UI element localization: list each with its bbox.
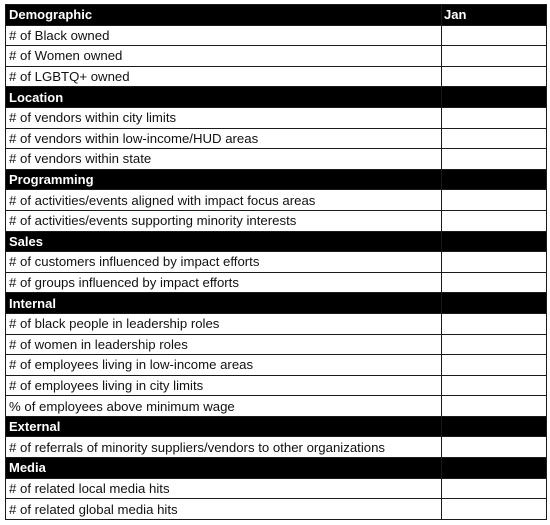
jan-value-cell[interactable] (442, 478, 547, 499)
table-body (6, 5, 547, 520)
jan-value-cell[interactable] (442, 334, 547, 355)
jan-value-cell[interactable] (442, 375, 547, 396)
metric-label-cell: # of related local media hits (6, 478, 442, 499)
metric-label-cell: # of black people in leadership roles (6, 313, 442, 334)
metric-label-cell: % of employees above minimum wage (6, 396, 442, 417)
section-header-blank-cell (442, 416, 547, 437)
impact-metrics-table (5, 4, 547, 520)
section-header-row (6, 231, 547, 252)
section-header-row (6, 87, 547, 108)
section-title: Sales (6, 231, 442, 252)
metric-label-cell: # of LGBTQ+ owned (6, 66, 442, 87)
table-row (6, 334, 547, 355)
metric-label-cell: # of groups influenced by impact efforts (6, 272, 442, 293)
metric-label-cell: # of vendors within state (6, 149, 442, 170)
table-row (6, 25, 547, 46)
table-row (6, 66, 547, 87)
table-row (6, 128, 547, 149)
jan-value-cell[interactable] (442, 25, 547, 46)
jan-value-cell[interactable] (442, 149, 547, 170)
section-header-blank-cell (442, 169, 547, 190)
section-header-row (6, 416, 547, 437)
section-header-row (6, 5, 547, 26)
table-row (6, 396, 547, 417)
table-row (6, 272, 547, 293)
jan-value-cell[interactable] (442, 252, 547, 273)
table-row (6, 499, 547, 520)
metric-label-cell: # of activities/events supporting minority interests (6, 210, 442, 231)
table-row (6, 437, 547, 458)
metric-label-cell: # of related global media hits (6, 499, 442, 520)
metric-label-cell: # of employees living in low-income areas (6, 355, 442, 376)
jan-value-cell[interactable] (442, 107, 547, 128)
table-row (6, 478, 547, 499)
metric-label-cell: # of Black owned (6, 25, 442, 46)
section-header-blank-cell (442, 293, 547, 314)
metric-label-cell: # of referrals of minority suppliers/vendors to other organizations (6, 437, 442, 458)
section-title: Programming (6, 169, 442, 190)
section-header-row (6, 293, 547, 314)
jan-value-cell[interactable] (442, 128, 547, 149)
jan-value-cell[interactable] (442, 499, 547, 520)
section-header-blank-cell (442, 231, 547, 252)
metric-label-cell: # of employees living in city limits (6, 375, 442, 396)
metric-label-cell: # of activities/events aligned with impact focus areas (6, 190, 442, 211)
section-title: External (6, 416, 442, 437)
jan-value-cell[interactable] (442, 313, 547, 334)
month-column-header: Jan (442, 5, 547, 26)
jan-value-cell[interactable] (442, 46, 547, 67)
metrics-sheet (5, 4, 546, 520)
metric-label-cell: # of vendors within low-income/HUD areas (6, 128, 442, 149)
jan-value-cell[interactable] (442, 66, 547, 87)
metric-label-cell: # of women in leadership roles (6, 334, 442, 355)
section-title: Demographic (6, 5, 442, 26)
jan-value-cell[interactable] (442, 272, 547, 293)
jan-value-cell[interactable] (442, 396, 547, 417)
section-header-blank-cell (442, 458, 547, 479)
table-row (6, 107, 547, 128)
table-row (6, 210, 547, 231)
metric-label-cell: # of vendors within city limits (6, 107, 442, 128)
metric-label-cell: # of customers influenced by impact efforts (6, 252, 442, 273)
table-row (6, 375, 547, 396)
section-header-blank-cell (442, 87, 547, 108)
table-row (6, 355, 547, 376)
section-title: Location (6, 87, 442, 108)
table-row (6, 149, 547, 170)
table-row (6, 252, 547, 273)
jan-value-cell[interactable] (442, 355, 547, 376)
table-row (6, 313, 547, 334)
section-header-row (6, 169, 547, 190)
section-title: Internal (6, 293, 442, 314)
jan-value-cell[interactable] (442, 190, 547, 211)
table-row (6, 46, 547, 67)
metric-label-cell: # of Women owned (6, 46, 442, 67)
jan-value-cell[interactable] (442, 210, 547, 231)
section-title: Media (6, 458, 442, 479)
table-row (6, 190, 547, 211)
jan-value-cell[interactable] (442, 437, 547, 458)
section-header-row (6, 458, 547, 479)
